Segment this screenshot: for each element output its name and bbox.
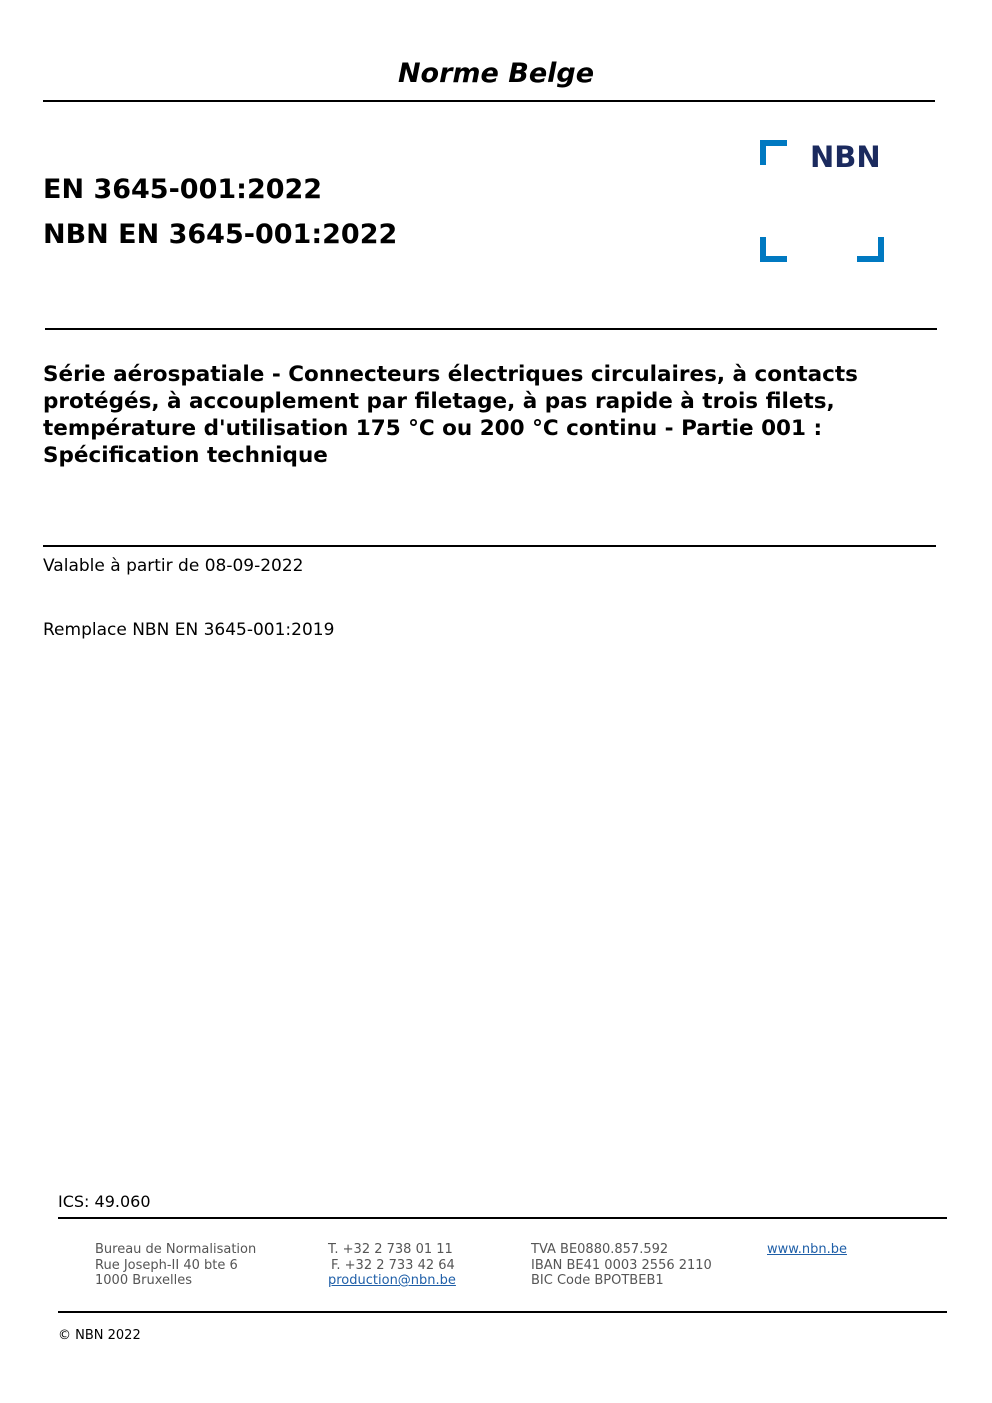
logo-text: NBN (810, 140, 881, 174)
copyright: © NBN 2022 (58, 1328, 141, 1343)
footer-address (95, 1242, 256, 1289)
standard-number-en: EN 3645-001:2022 (43, 174, 323, 205)
bic-code: BIC Code BPOTBEB1 (531, 1273, 664, 1288)
footer-contact (328, 1242, 456, 1289)
vat-number: TVA BE0880.857.592 (531, 1242, 669, 1257)
website-link[interactable]: www.nbn.be (767, 1242, 847, 1257)
ics-code: ICS: 49.060 (58, 1192, 151, 1211)
address-line: Rue Joseph-II 40 bte 6 (95, 1257, 238, 1273)
divider (43, 100, 935, 102)
address-line: 1000 Bruxelles (95, 1273, 193, 1288)
divider (43, 545, 936, 547)
divider (58, 1311, 947, 1313)
phone-number: T. +32 2 738 01 11 (328, 1242, 453, 1257)
nbn-logo (760, 140, 886, 264)
iban-number: IBAN BE41 0003 2556 2110 (531, 1257, 712, 1273)
address-line: Bureau de Normalisation (95, 1242, 257, 1257)
footer-bank (531, 1242, 712, 1289)
document-title: Série aérospatiale - Connecteurs électriques circulaires, à contacts protégés, à accouplement par filetage, à pas rapide à trois filets, température d'utilisation 175 °C ou 200 °C continu - Partie 001 : Spécification technique (43, 362, 858, 468)
email-link[interactable]: production@nbn.be (328, 1273, 456, 1288)
footer-web (767, 1242, 847, 1258)
validity-date: Valable à partir de 08-09-2022 (43, 556, 304, 576)
header-title: Norme Belge (397, 58, 595, 89)
divider (58, 1217, 947, 1219)
divider (45, 328, 937, 330)
replaces-note: Remplace NBN EN 3645-001:2019 (43, 620, 335, 640)
fax-number: F. +32 2 733 42 64 (331, 1257, 455, 1273)
standard-number-nbn: NBN EN 3645-001:2022 (43, 219, 398, 250)
